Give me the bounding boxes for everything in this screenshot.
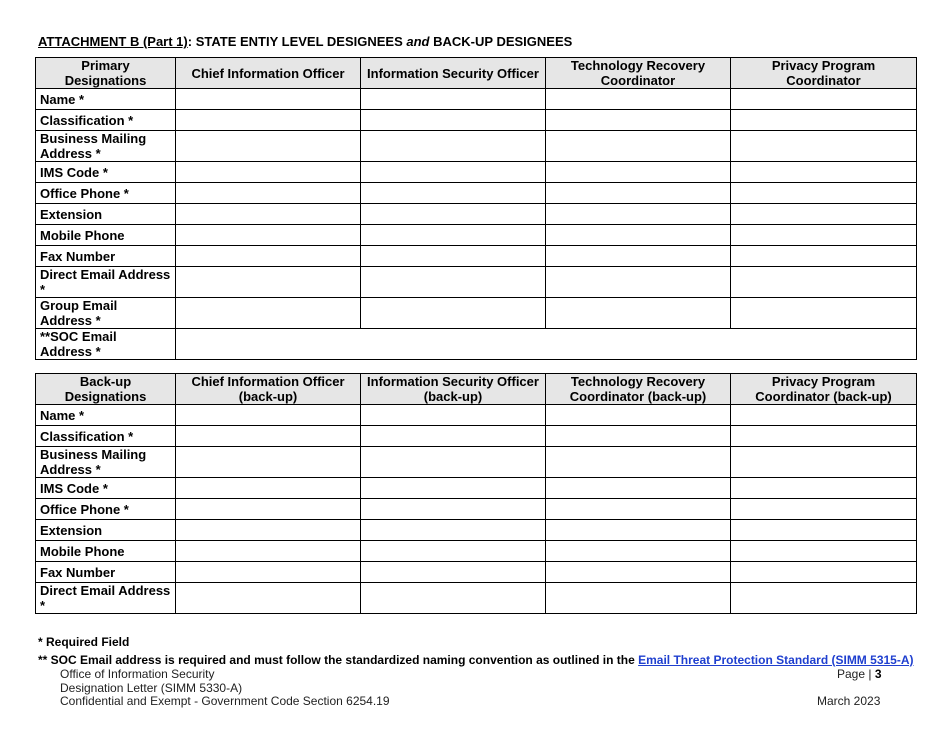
- row-label: Classification *: [36, 110, 176, 131]
- row-label: Business Mailing Address *: [36, 447, 176, 478]
- input-cell[interactable]: [176, 225, 361, 246]
- input-cell[interactable]: [546, 183, 731, 204]
- input-cell[interactable]: [361, 131, 546, 162]
- primary-designations-table: [35, 57, 917, 360]
- table-row: [36, 405, 917, 426]
- soc-note-text: ** SOC Email address is required and must follow the standardized naming convention as outlined in the: [38, 653, 639, 667]
- soc-email-input-cell[interactable]: [176, 329, 917, 360]
- input-cell[interactable]: [731, 447, 917, 478]
- row-label: Name *: [36, 89, 176, 110]
- input-cell[interactable]: [731, 426, 917, 447]
- input-cell[interactable]: [546, 447, 731, 478]
- input-cell[interactable]: [731, 131, 917, 162]
- input-cell[interactable]: [546, 499, 731, 520]
- input-cell[interactable]: [731, 89, 917, 110]
- input-cell[interactable]: [731, 267, 917, 298]
- input-cell[interactable]: [546, 267, 731, 298]
- input-cell[interactable]: [546, 562, 731, 583]
- title-part2: : STATE ENTIY LEVEL DESIGNEES: [187, 34, 407, 49]
- input-cell[interactable]: [176, 405, 361, 426]
- backup-header-cio: Chief Information Officer (back-up): [176, 374, 361, 405]
- row-label: Extension: [36, 520, 176, 541]
- input-cell[interactable]: [731, 298, 917, 329]
- input-cell[interactable]: [176, 520, 361, 541]
- primary-header-row: [36, 58, 917, 89]
- input-cell[interactable]: [731, 183, 917, 204]
- table-row: [36, 225, 917, 246]
- row-label: Classification *: [36, 426, 176, 447]
- input-cell[interactable]: [176, 89, 361, 110]
- input-cell[interactable]: [176, 499, 361, 520]
- table-row: [36, 298, 917, 329]
- input-cell[interactable]: [361, 499, 546, 520]
- row-label: Fax Number: [36, 562, 176, 583]
- input-cell[interactable]: [546, 246, 731, 267]
- row-label: Mobile Phone: [36, 541, 176, 562]
- table-row: [36, 267, 917, 298]
- input-cell[interactable]: [546, 583, 731, 614]
- title-part1: ATTACHMENT B (Part 1): [38, 34, 188, 49]
- row-label: Group Email Address *: [36, 298, 176, 329]
- table-row: [36, 478, 917, 499]
- email-threat-standard-link[interactable]: Email Threat Protection Standard (SIMM 5315-A): [638, 653, 914, 667]
- input-cell[interactable]: [361, 520, 546, 541]
- row-label: Direct Email Address *: [36, 267, 176, 298]
- input-cell[interactable]: [176, 478, 361, 499]
- row-label: Mobile Phone: [36, 225, 176, 246]
- table-row: [36, 562, 917, 583]
- input-cell[interactable]: [731, 562, 917, 583]
- input-cell[interactable]: [361, 298, 546, 329]
- input-cell[interactable]: [731, 110, 917, 131]
- table-row: [36, 110, 917, 131]
- table-row: [36, 583, 917, 614]
- row-label: Direct Email Address *: [36, 583, 176, 614]
- row-label: Office Phone *: [36, 499, 176, 520]
- page-number: 3: [874, 667, 882, 681]
- backup-header-iso: Information Security Officer (back-up): [361, 374, 546, 405]
- input-cell[interactable]: [546, 131, 731, 162]
- input-cell[interactable]: [176, 162, 361, 183]
- input-cell[interactable]: [361, 478, 546, 499]
- input-cell[interactable]: [176, 298, 361, 329]
- row-label: Office Phone *: [36, 183, 176, 204]
- table-row: [36, 183, 917, 204]
- input-cell[interactable]: [546, 478, 731, 499]
- input-cell[interactable]: [176, 246, 361, 267]
- input-cell[interactable]: [361, 267, 546, 298]
- row-label: IMS Code *: [36, 478, 176, 499]
- input-cell[interactable]: [176, 183, 361, 204]
- backup-designations-table: [35, 373, 917, 614]
- row-label: Name *: [36, 405, 176, 426]
- input-cell[interactable]: [731, 541, 917, 562]
- input-cell[interactable]: [731, 499, 917, 520]
- input-cell[interactable]: [361, 204, 546, 225]
- input-cell[interactable]: [176, 204, 361, 225]
- input-cell[interactable]: [176, 447, 361, 478]
- input-cell[interactable]: [731, 246, 917, 267]
- footer-date: March 2023: [817, 694, 881, 708]
- input-cell[interactable]: [361, 583, 546, 614]
- table-row: [36, 541, 917, 562]
- table-row: [36, 329, 917, 360]
- input-cell[interactable]: [546, 298, 731, 329]
- input-cell[interactable]: [546, 225, 731, 246]
- page-indicator: [837, 667, 882, 681]
- backup-header-row: [36, 374, 917, 405]
- primary-header-ppc: Privacy Program Coordinator: [731, 58, 917, 89]
- input-cell[interactable]: [546, 204, 731, 225]
- primary-header-iso: Information Security Officer: [361, 58, 546, 89]
- footer-designation-letter: Designation Letter (SIMM 5330-A): [60, 681, 243, 695]
- input-cell[interactable]: [546, 520, 731, 541]
- input-cell[interactable]: [546, 162, 731, 183]
- row-label: Extension: [36, 204, 176, 225]
- title-part3: BACK-UP DESIGNEES: [429, 34, 573, 49]
- input-cell[interactable]: [546, 426, 731, 447]
- input-cell[interactable]: [731, 225, 917, 246]
- input-cell[interactable]: [731, 405, 917, 426]
- table-row: [36, 426, 917, 447]
- table-row: [36, 520, 917, 541]
- input-cell[interactable]: [361, 110, 546, 131]
- input-cell[interactable]: [176, 426, 361, 447]
- input-cell[interactable]: [361, 246, 546, 267]
- input-cell[interactable]: [361, 562, 546, 583]
- input-cell[interactable]: [176, 267, 361, 298]
- footer-office: Office of Information Security: [60, 667, 215, 681]
- backup-header-trc: Technology Recovery Coordinator (back-up): [546, 374, 731, 405]
- input-cell[interactable]: [176, 131, 361, 162]
- input-cell[interactable]: [176, 562, 361, 583]
- required-field-note: * Required Field: [38, 635, 130, 649]
- input-cell[interactable]: [176, 110, 361, 131]
- input-cell[interactable]: [361, 225, 546, 246]
- primary-header-designations: Primary Designations: [36, 58, 176, 89]
- title-and: and: [406, 34, 430, 49]
- input-cell[interactable]: [361, 89, 546, 110]
- input-cell[interactable]: [361, 447, 546, 478]
- table-row: [36, 204, 917, 225]
- input-cell[interactable]: [731, 583, 917, 614]
- input-cell[interactable]: [731, 204, 917, 225]
- table-row: [36, 162, 917, 183]
- input-cell[interactable]: [546, 89, 731, 110]
- soc-email-label: **SOC Email Address *: [36, 329, 176, 360]
- input-cell[interactable]: [731, 478, 917, 499]
- input-cell[interactable]: [546, 405, 731, 426]
- table-row: [36, 131, 917, 162]
- input-cell[interactable]: [361, 541, 546, 562]
- row-label: Business Mailing Address *: [36, 131, 176, 162]
- input-cell[interactable]: [731, 162, 917, 183]
- page-label: Page |: [837, 667, 875, 681]
- backup-header-ppc: Privacy Program Coordinator (back-up): [731, 374, 917, 405]
- input-cell[interactable]: [546, 541, 731, 562]
- primary-header-trc: Technology Recovery Coordinator: [546, 58, 731, 89]
- input-cell[interactable]: [361, 405, 546, 426]
- input-cell[interactable]: [546, 110, 731, 131]
- row-label: Fax Number: [36, 246, 176, 267]
- table-row: [36, 499, 917, 520]
- input-cell[interactable]: [731, 520, 917, 541]
- attachment-title: [38, 34, 572, 49]
- row-label: IMS Code *: [36, 162, 176, 183]
- table-row: [36, 447, 917, 478]
- backup-header-designations: Back-up Designations: [36, 374, 176, 405]
- soc-email-note: [38, 653, 914, 667]
- primary-header-cio: Chief Information Officer: [176, 58, 361, 89]
- input-cell[interactable]: [176, 583, 361, 614]
- table-row: [36, 246, 917, 267]
- input-cell[interactable]: [361, 183, 546, 204]
- input-cell[interactable]: [361, 162, 546, 183]
- input-cell[interactable]: [176, 541, 361, 562]
- footer-confidential: Confidential and Exempt - Government Code Section 6254.19: [60, 694, 390, 708]
- input-cell[interactable]: [361, 426, 546, 447]
- table-row: [36, 89, 917, 110]
